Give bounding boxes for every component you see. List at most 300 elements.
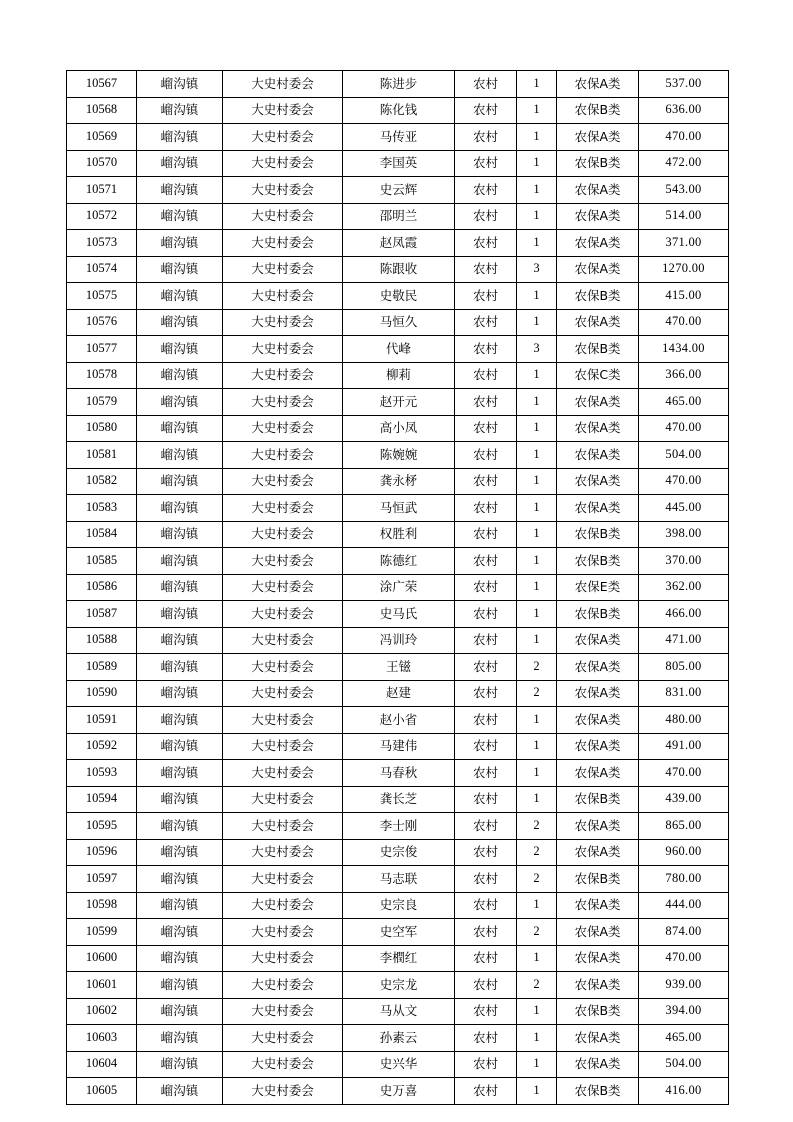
cell-category: 农保E类 xyxy=(557,574,639,601)
cell-type: 农村 xyxy=(455,442,517,469)
cell-town: 嵧沟镇 xyxy=(137,177,223,204)
cell-town: 嵧沟镇 xyxy=(137,389,223,416)
cell-category: 农保A类 xyxy=(557,1025,639,1052)
cell-amount: 470.00 xyxy=(639,415,729,442)
cell-count: 1 xyxy=(517,415,557,442)
cell-village: 大史村委会 xyxy=(223,150,343,177)
cell-village: 大史村委会 xyxy=(223,601,343,628)
cell-town: 嵧沟镇 xyxy=(137,945,223,972)
cell-count: 1 xyxy=(517,230,557,257)
cell-category: 农保B类 xyxy=(557,283,639,310)
cell-category: 农保A类 xyxy=(557,839,639,866)
cell-town: 嵧沟镇 xyxy=(137,548,223,575)
cell-amount: 504.00 xyxy=(639,442,729,469)
cell-amount: 472.00 xyxy=(639,150,729,177)
cell-type: 农村 xyxy=(455,97,517,124)
table-row xyxy=(67,627,729,654)
cell-category: 农保A类 xyxy=(557,813,639,840)
cell-type: 农村 xyxy=(455,839,517,866)
table-row xyxy=(67,336,729,363)
table-row xyxy=(67,97,729,124)
cell-id: 10585 xyxy=(67,548,137,575)
cell-village: 大史村委会 xyxy=(223,177,343,204)
cell-name: 马志联 xyxy=(343,866,455,893)
cell-name: 马恒武 xyxy=(343,495,455,522)
cell-category: 农保A类 xyxy=(557,203,639,230)
cell-amount: 939.00 xyxy=(639,972,729,999)
table-row xyxy=(67,521,729,548)
cell-category: 农保A类 xyxy=(557,707,639,734)
cell-name: 冯训玲 xyxy=(343,627,455,654)
cell-id: 10578 xyxy=(67,362,137,389)
cell-category: 农保A类 xyxy=(557,124,639,151)
cell-name: 孙素云 xyxy=(343,1025,455,1052)
cell-category: 农保B类 xyxy=(557,97,639,124)
cell-town: 嵧沟镇 xyxy=(137,415,223,442)
cell-count: 1 xyxy=(517,362,557,389)
cell-category: 农保A类 xyxy=(557,654,639,681)
cell-id: 10600 xyxy=(67,945,137,972)
cell-id: 10573 xyxy=(67,230,137,257)
cell-count: 3 xyxy=(517,256,557,283)
cell-count: 1 xyxy=(517,945,557,972)
cell-amount: 865.00 xyxy=(639,813,729,840)
cell-id: 10586 xyxy=(67,574,137,601)
cell-category: 农保B类 xyxy=(557,786,639,813)
table-row xyxy=(67,71,729,98)
cell-count: 1 xyxy=(517,601,557,628)
table-row xyxy=(67,124,729,151)
cell-town: 嵧沟镇 xyxy=(137,256,223,283)
cell-count: 1 xyxy=(517,998,557,1025)
cell-amount: 415.00 xyxy=(639,283,729,310)
cell-id: 10567 xyxy=(67,71,137,98)
cell-name: 赵建 xyxy=(343,680,455,707)
table-row xyxy=(67,283,729,310)
cell-id: 10583 xyxy=(67,495,137,522)
cell-id: 10589 xyxy=(67,654,137,681)
cell-category: 农保A类 xyxy=(557,945,639,972)
cell-count: 2 xyxy=(517,972,557,999)
table-row xyxy=(67,1025,729,1052)
cell-type: 农村 xyxy=(455,760,517,787)
cell-id: 10592 xyxy=(67,733,137,760)
cell-town: 嵧沟镇 xyxy=(137,839,223,866)
cell-id: 10599 xyxy=(67,919,137,946)
cell-town: 嵧沟镇 xyxy=(137,468,223,495)
cell-amount: 394.00 xyxy=(639,998,729,1025)
cell-count: 1 xyxy=(517,309,557,336)
cell-category: 农保B类 xyxy=(557,521,639,548)
cell-town: 嵧沟镇 xyxy=(137,71,223,98)
cell-town: 嵧沟镇 xyxy=(137,574,223,601)
cell-type: 农村 xyxy=(455,177,517,204)
cell-name: 陈化钱 xyxy=(343,97,455,124)
cell-category: 农保A类 xyxy=(557,760,639,787)
cell-amount: 831.00 xyxy=(639,680,729,707)
cell-name: 史宗良 xyxy=(343,892,455,919)
cell-town: 嵧沟镇 xyxy=(137,1078,223,1105)
cell-type: 农村 xyxy=(455,998,517,1025)
table-row xyxy=(67,1078,729,1105)
cell-town: 嵧沟镇 xyxy=(137,919,223,946)
cell-name: 史宗龙 xyxy=(343,972,455,999)
cell-id: 10593 xyxy=(67,760,137,787)
cell-amount: 960.00 xyxy=(639,839,729,866)
cell-village: 大史村委会 xyxy=(223,654,343,681)
cell-category: 农保A类 xyxy=(557,415,639,442)
cell-name: 陈跟收 xyxy=(343,256,455,283)
cell-name: 李士刚 xyxy=(343,813,455,840)
cell-count: 1 xyxy=(517,389,557,416)
cell-id: 10581 xyxy=(67,442,137,469)
cell-town: 嵧沟镇 xyxy=(137,521,223,548)
cell-count: 2 xyxy=(517,813,557,840)
subsidy-table xyxy=(66,70,729,1105)
cell-town: 嵧沟镇 xyxy=(137,309,223,336)
cell-count: 1 xyxy=(517,1078,557,1105)
cell-id: 10603 xyxy=(67,1025,137,1052)
cell-name: 马恒久 xyxy=(343,309,455,336)
cell-town: 嵧沟镇 xyxy=(137,998,223,1025)
cell-village: 大史村委会 xyxy=(223,680,343,707)
table-row xyxy=(67,177,729,204)
cell-count: 1 xyxy=(517,124,557,151)
cell-type: 农村 xyxy=(455,892,517,919)
cell-id: 10577 xyxy=(67,336,137,363)
cell-type: 农村 xyxy=(455,521,517,548)
cell-id: 10587 xyxy=(67,601,137,628)
cell-village: 大史村委会 xyxy=(223,574,343,601)
cell-amount: 416.00 xyxy=(639,1078,729,1105)
cell-town: 嵧沟镇 xyxy=(137,230,223,257)
cell-village: 大史村委会 xyxy=(223,203,343,230)
cell-village: 大史村委会 xyxy=(223,627,343,654)
cell-amount: 537.00 xyxy=(639,71,729,98)
cell-id: 10575 xyxy=(67,283,137,310)
cell-amount: 470.00 xyxy=(639,309,729,336)
table-row xyxy=(67,256,729,283)
cell-count: 1 xyxy=(517,892,557,919)
cell-village: 大史村委会 xyxy=(223,919,343,946)
cell-town: 嵧沟镇 xyxy=(137,336,223,363)
cell-name: 马传亚 xyxy=(343,124,455,151)
cell-name: 龚永柕 xyxy=(343,468,455,495)
cell-count: 1 xyxy=(517,495,557,522)
cell-type: 农村 xyxy=(455,389,517,416)
cell-category: 农保A类 xyxy=(557,442,639,469)
cell-village: 大史村委会 xyxy=(223,309,343,336)
cell-id: 10572 xyxy=(67,203,137,230)
cell-village: 大史村委会 xyxy=(223,283,343,310)
cell-amount: 439.00 xyxy=(639,786,729,813)
cell-town: 嵧沟镇 xyxy=(137,1025,223,1052)
cell-count: 1 xyxy=(517,442,557,469)
cell-village: 大史村委会 xyxy=(223,442,343,469)
cell-category: 农保A类 xyxy=(557,495,639,522)
cell-amount: 780.00 xyxy=(639,866,729,893)
table-body xyxy=(67,71,729,1105)
cell-amount: 398.00 xyxy=(639,521,729,548)
cell-count: 1 xyxy=(517,574,557,601)
cell-amount: 444.00 xyxy=(639,892,729,919)
cell-count: 1 xyxy=(517,1051,557,1078)
table-row xyxy=(67,707,729,734)
cell-amount: 805.00 xyxy=(639,654,729,681)
cell-village: 大史村委会 xyxy=(223,336,343,363)
cell-village: 大史村委会 xyxy=(223,733,343,760)
cell-amount: 636.00 xyxy=(639,97,729,124)
table-row xyxy=(67,362,729,389)
cell-village: 大史村委会 xyxy=(223,256,343,283)
subsidy-table-container xyxy=(66,70,728,1105)
cell-name: 史万喜 xyxy=(343,1078,455,1105)
table-row xyxy=(67,654,729,681)
table-row xyxy=(67,230,729,257)
cell-village: 大史村委会 xyxy=(223,389,343,416)
cell-amount: 504.00 xyxy=(639,1051,729,1078)
cell-town: 嵧沟镇 xyxy=(137,813,223,840)
cell-count: 1 xyxy=(517,283,557,310)
cell-type: 农村 xyxy=(455,733,517,760)
cell-category: 农保A类 xyxy=(557,230,639,257)
cell-category: 农保A类 xyxy=(557,892,639,919)
cell-amount: 371.00 xyxy=(639,230,729,257)
cell-name: 赵开元 xyxy=(343,389,455,416)
cell-category: 农保A类 xyxy=(557,468,639,495)
cell-town: 嵧沟镇 xyxy=(137,866,223,893)
cell-count: 1 xyxy=(517,548,557,575)
cell-amount: 465.00 xyxy=(639,389,729,416)
cell-type: 农村 xyxy=(455,203,517,230)
cell-amount: 1434.00 xyxy=(639,336,729,363)
cell-type: 农村 xyxy=(455,362,517,389)
cell-name: 高小凤 xyxy=(343,415,455,442)
cell-town: 嵧沟镇 xyxy=(137,150,223,177)
cell-type: 农村 xyxy=(455,574,517,601)
cell-id: 10580 xyxy=(67,415,137,442)
cell-town: 嵧沟镇 xyxy=(137,654,223,681)
cell-count: 1 xyxy=(517,71,557,98)
cell-count: 1 xyxy=(517,521,557,548)
cell-id: 10605 xyxy=(67,1078,137,1105)
cell-town: 嵧沟镇 xyxy=(137,362,223,389)
cell-village: 大史村委会 xyxy=(223,495,343,522)
cell-village: 大史村委会 xyxy=(223,97,343,124)
cell-village: 大史村委会 xyxy=(223,230,343,257)
cell-type: 农村 xyxy=(455,972,517,999)
cell-category: 农保A类 xyxy=(557,972,639,999)
cell-amount: 362.00 xyxy=(639,574,729,601)
cell-amount: 1270.00 xyxy=(639,256,729,283)
cell-count: 1 xyxy=(517,177,557,204)
cell-name: 邵明兰 xyxy=(343,203,455,230)
table-row xyxy=(67,919,729,946)
cell-id: 10598 xyxy=(67,892,137,919)
table-row xyxy=(67,495,729,522)
table-row xyxy=(67,548,729,575)
cell-village: 大史村委会 xyxy=(223,1051,343,1078)
cell-village: 大史村委会 xyxy=(223,521,343,548)
cell-type: 农村 xyxy=(455,230,517,257)
cell-category: 农保B类 xyxy=(557,866,639,893)
cell-type: 农村 xyxy=(455,1051,517,1078)
cell-name: 陈进步 xyxy=(343,71,455,98)
cell-name: 赵凤霞 xyxy=(343,230,455,257)
cell-town: 嵧沟镇 xyxy=(137,733,223,760)
table-row xyxy=(67,998,729,1025)
cell-count: 1 xyxy=(517,707,557,734)
cell-id: 10596 xyxy=(67,839,137,866)
table-row xyxy=(67,1051,729,1078)
cell-id: 10584 xyxy=(67,521,137,548)
cell-name: 龚长芝 xyxy=(343,786,455,813)
cell-category: 农保A类 xyxy=(557,309,639,336)
cell-type: 农村 xyxy=(455,150,517,177)
cell-village: 大史村委会 xyxy=(223,760,343,787)
cell-amount: 466.00 xyxy=(639,601,729,628)
cell-id: 10595 xyxy=(67,813,137,840)
cell-village: 大史村委会 xyxy=(223,998,343,1025)
cell-type: 农村 xyxy=(455,124,517,151)
cell-type: 农村 xyxy=(455,707,517,734)
cell-village: 大史村委会 xyxy=(223,945,343,972)
cell-amount: 470.00 xyxy=(639,124,729,151)
table-row xyxy=(67,786,729,813)
cell-name: 史宗俊 xyxy=(343,839,455,866)
cell-name: 赵小省 xyxy=(343,707,455,734)
cell-type: 农村 xyxy=(455,309,517,336)
cell-type: 农村 xyxy=(455,813,517,840)
cell-id: 10582 xyxy=(67,468,137,495)
cell-name: 史兴华 xyxy=(343,1051,455,1078)
cell-category: 农保B类 xyxy=(557,548,639,575)
table-row xyxy=(67,468,729,495)
cell-id: 10568 xyxy=(67,97,137,124)
cell-village: 大史村委会 xyxy=(223,71,343,98)
cell-type: 农村 xyxy=(455,627,517,654)
cell-name: 史敬民 xyxy=(343,283,455,310)
cell-category: 农保A类 xyxy=(557,71,639,98)
cell-village: 大史村委会 xyxy=(223,866,343,893)
cell-village: 大史村委会 xyxy=(223,124,343,151)
cell-category: 农保B类 xyxy=(557,998,639,1025)
cell-category: 农保B类 xyxy=(557,336,639,363)
cell-type: 农村 xyxy=(455,495,517,522)
cell-id: 10602 xyxy=(67,998,137,1025)
cell-name: 王镃 xyxy=(343,654,455,681)
cell-category: 农保A类 xyxy=(557,1051,639,1078)
cell-count: 1 xyxy=(517,1025,557,1052)
table-row xyxy=(67,813,729,840)
cell-amount: 874.00 xyxy=(639,919,729,946)
cell-count: 1 xyxy=(517,468,557,495)
cell-category: 农保A类 xyxy=(557,919,639,946)
cell-type: 农村 xyxy=(455,945,517,972)
cell-id: 10590 xyxy=(67,680,137,707)
cell-category: 农保A类 xyxy=(557,627,639,654)
table-row xyxy=(67,839,729,866)
cell-type: 农村 xyxy=(455,1025,517,1052)
cell-type: 农村 xyxy=(455,601,517,628)
table-row xyxy=(67,389,729,416)
cell-category: 农保B类 xyxy=(557,1078,639,1105)
cell-amount: 465.00 xyxy=(639,1025,729,1052)
cell-village: 大史村委会 xyxy=(223,362,343,389)
cell-id: 10579 xyxy=(67,389,137,416)
cell-village: 大史村委会 xyxy=(223,707,343,734)
cell-id: 10594 xyxy=(67,786,137,813)
cell-village: 大史村委会 xyxy=(223,813,343,840)
cell-type: 农村 xyxy=(455,1078,517,1105)
cell-village: 大史村委会 xyxy=(223,468,343,495)
cell-name: 代峰 xyxy=(343,336,455,363)
cell-name: 陈德红 xyxy=(343,548,455,575)
cell-amount: 471.00 xyxy=(639,627,729,654)
cell-category: 农保A类 xyxy=(557,680,639,707)
cell-count: 2 xyxy=(517,654,557,681)
cell-amount: 470.00 xyxy=(639,760,729,787)
cell-name: 李国英 xyxy=(343,150,455,177)
cell-amount: 370.00 xyxy=(639,548,729,575)
cell-id: 10604 xyxy=(67,1051,137,1078)
cell-village: 大史村委会 xyxy=(223,972,343,999)
table-row xyxy=(67,892,729,919)
cell-count: 1 xyxy=(517,760,557,787)
cell-count: 2 xyxy=(517,919,557,946)
cell-town: 嵧沟镇 xyxy=(137,601,223,628)
cell-name: 马从文 xyxy=(343,998,455,1025)
cell-type: 农村 xyxy=(455,256,517,283)
cell-count: 3 xyxy=(517,336,557,363)
cell-type: 农村 xyxy=(455,283,517,310)
cell-name: 权胜利 xyxy=(343,521,455,548)
cell-town: 嵧沟镇 xyxy=(137,892,223,919)
table-row xyxy=(67,972,729,999)
cell-amount: 491.00 xyxy=(639,733,729,760)
cell-type: 农村 xyxy=(455,415,517,442)
cell-name: 史云辉 xyxy=(343,177,455,204)
cell-type: 农村 xyxy=(455,654,517,681)
cell-name: 马建伟 xyxy=(343,733,455,760)
cell-village: 大史村委会 xyxy=(223,1078,343,1105)
table-row xyxy=(67,574,729,601)
table-row xyxy=(67,945,729,972)
cell-category: 农保A类 xyxy=(557,177,639,204)
cell-town: 嵧沟镇 xyxy=(137,283,223,310)
cell-type: 农村 xyxy=(455,866,517,893)
cell-id: 10588 xyxy=(67,627,137,654)
table-row xyxy=(67,309,729,336)
cell-town: 嵧沟镇 xyxy=(137,495,223,522)
cell-count: 2 xyxy=(517,680,557,707)
cell-count: 1 xyxy=(517,97,557,124)
cell-name: 史空军 xyxy=(343,919,455,946)
table-row xyxy=(67,150,729,177)
cell-village: 大史村委会 xyxy=(223,839,343,866)
cell-name: 马春秋 xyxy=(343,760,455,787)
cell-name: 陈婉婉 xyxy=(343,442,455,469)
cell-category: 农保A类 xyxy=(557,733,639,760)
cell-category: 农保C类 xyxy=(557,362,639,389)
cell-amount: 470.00 xyxy=(639,945,729,972)
table-row xyxy=(67,203,729,230)
cell-count: 1 xyxy=(517,733,557,760)
table-row xyxy=(67,733,729,760)
cell-name: 柳莉 xyxy=(343,362,455,389)
cell-count: 1 xyxy=(517,150,557,177)
cell-town: 嵧沟镇 xyxy=(137,442,223,469)
